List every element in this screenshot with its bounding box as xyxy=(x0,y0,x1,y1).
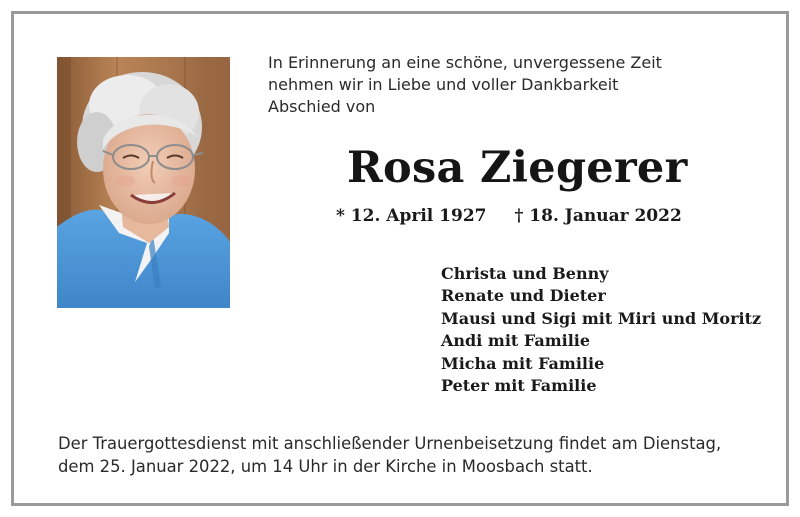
service-line: dem 25. Januar 2022, um 14 Uhr in der Kirche in Moosbach statt. xyxy=(58,457,593,476)
mourner-entry: Andi mit Familie xyxy=(441,331,591,351)
life-dates xyxy=(336,204,682,228)
service-notice xyxy=(58,432,778,478)
mourner-entry: Mausi und Sigi mit Miri und Moritz xyxy=(441,308,762,328)
birth-date: * 12. April 1927 xyxy=(336,206,487,226)
mourner-entry: Renate und Dieter xyxy=(441,286,606,306)
mourner-entry: Micha mit Familie xyxy=(441,353,605,373)
mourner-entry: Peter mit Familie xyxy=(441,376,597,396)
intro-text xyxy=(268,52,688,118)
mourners-list xyxy=(441,263,761,397)
intro-line: Abschied von xyxy=(268,97,376,116)
intro-line: nehmen wir in Liebe und voller Dankbarkeit xyxy=(268,75,619,94)
deceased-name: Rosa Ziegerer xyxy=(347,143,688,193)
portrait-photo xyxy=(57,57,230,308)
death-date: † 18. Januar 2022 xyxy=(514,206,682,226)
portrait-image xyxy=(57,57,230,308)
service-line: Der Trauergottesdienst mit anschließender Urnenbeisetzung findet am Dienstag, xyxy=(58,434,722,453)
intro-line: In Erinnerung an eine schöne, unvergessene Zeit xyxy=(268,53,662,72)
mourner-entry: Christa und Benny xyxy=(441,264,609,283)
